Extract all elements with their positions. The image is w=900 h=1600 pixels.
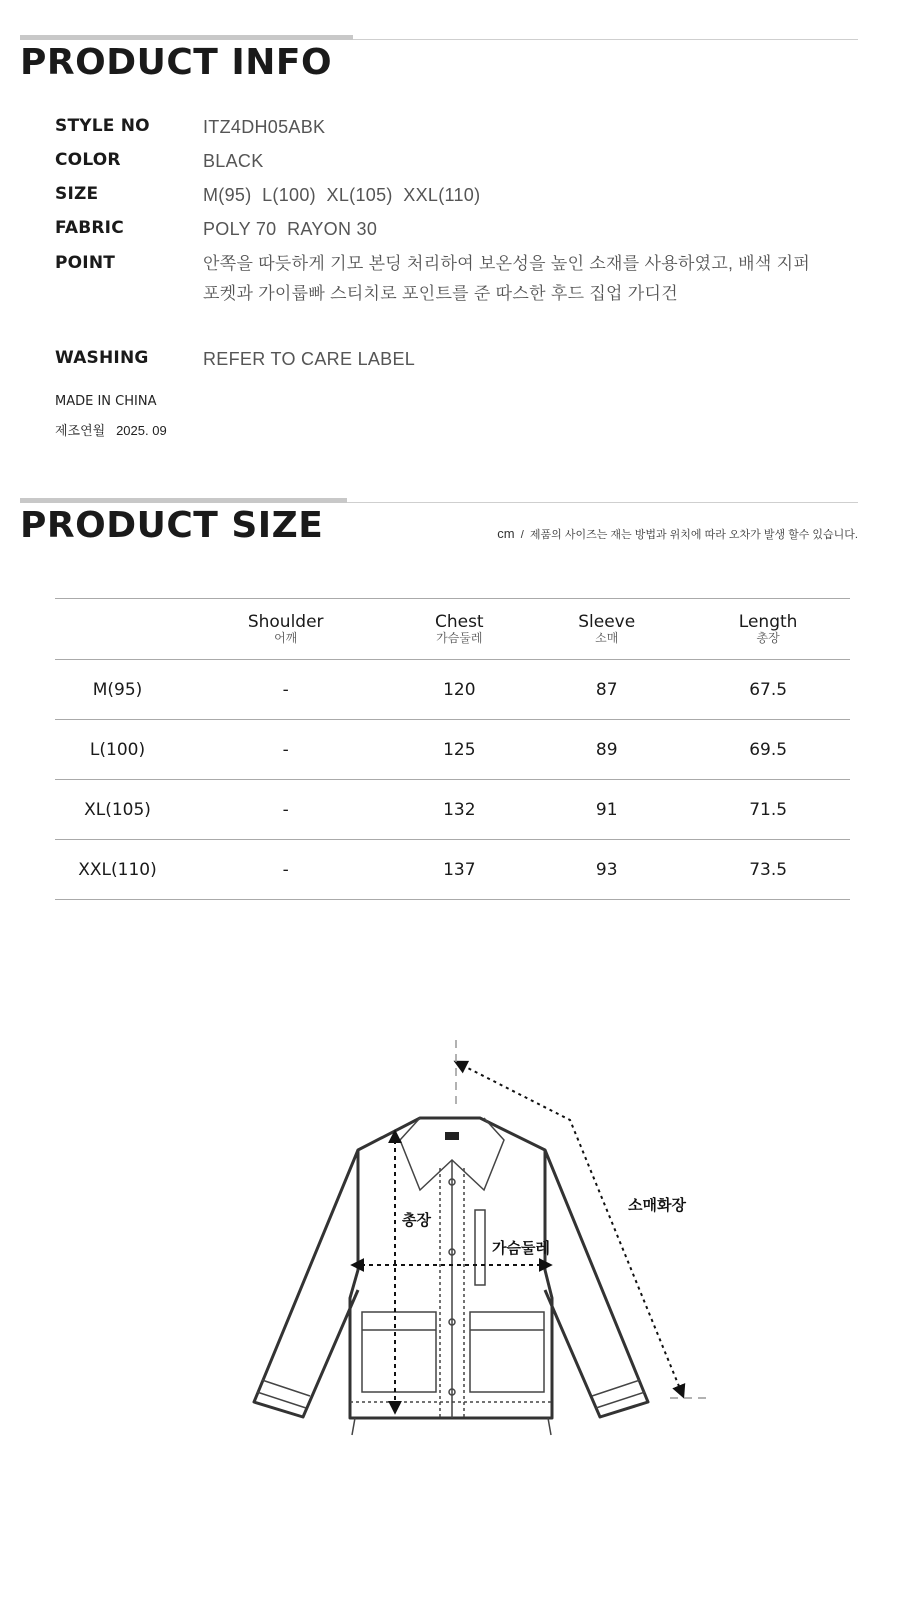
table-row bbox=[55, 660, 850, 720]
note-slash: / bbox=[517, 529, 527, 541]
cell-length: 69.5 bbox=[749, 739, 788, 760]
size-table bbox=[55, 598, 850, 900]
point-line: 안쪽을 따듯하게 기모 본딩 처리하여 보온성을 높인 소재를 사용하였고, 배색 지퍼 bbox=[203, 254, 811, 273]
cell-length: 71.5 bbox=[749, 799, 788, 820]
guide-lines bbox=[456, 1040, 712, 1398]
info-value: REFER TO CARE LABEL bbox=[203, 349, 416, 369]
info-label: POINT bbox=[55, 253, 116, 273]
table-row bbox=[55, 840, 850, 900]
cell-chest: 137 bbox=[443, 859, 476, 880]
chest-label: 가슴둘레 bbox=[492, 1239, 550, 1257]
neck-label-icon bbox=[445, 1132, 459, 1140]
cell-chest: 132 bbox=[443, 799, 476, 820]
info-rule-thick bbox=[20, 35, 353, 40]
size-note bbox=[497, 526, 858, 542]
cell-size: XXL(110) bbox=[78, 859, 157, 880]
cell-sleeve: 91 bbox=[595, 799, 618, 820]
header-length: Length 총장 bbox=[738, 611, 798, 645]
cell-chest: 120 bbox=[443, 679, 476, 700]
cell-shoulder: - bbox=[282, 679, 289, 700]
cell-chest: 125 bbox=[443, 739, 476, 760]
length-label: 총장 bbox=[402, 1211, 431, 1229]
info-label: FABRIC bbox=[55, 218, 124, 238]
table-row bbox=[55, 720, 850, 780]
sleeve-label: 소매화장 bbox=[628, 1196, 686, 1214]
measure-lines bbox=[353, 1062, 683, 1412]
header-chest: Chest 가슴둘레 bbox=[434, 611, 484, 645]
table-header-row bbox=[55, 599, 850, 660]
cell-size: XL(105) bbox=[84, 799, 151, 820]
cell-length: 73.5 bbox=[749, 859, 788, 880]
cell-size: L(100) bbox=[89, 739, 146, 760]
cell-size: M(95) bbox=[92, 679, 143, 700]
point-description bbox=[203, 249, 810, 309]
info-label: SIZE bbox=[55, 184, 99, 204]
cell-length: 67.5 bbox=[749, 679, 788, 700]
made-in: MADE IN CHINA bbox=[55, 394, 157, 409]
cell-shoulder: - bbox=[282, 859, 289, 880]
size-rule-thick bbox=[20, 498, 347, 503]
cell-shoulder: - bbox=[282, 739, 289, 760]
header-size bbox=[55, 599, 180, 660]
product-info-title: PRODUCT INFO bbox=[20, 42, 333, 83]
cell-sleeve: 87 bbox=[595, 679, 618, 700]
info-label: COLOR bbox=[55, 150, 121, 170]
info-value: M(95) L(100) XL(105) XXL(110) bbox=[203, 185, 481, 205]
info-label: STYLE NO bbox=[55, 116, 150, 136]
cell-shoulder: - bbox=[282, 799, 289, 820]
cell-sleeve: 93 bbox=[595, 859, 618, 880]
header-shoulder: Shoulder 어깨 bbox=[247, 611, 324, 645]
info-value: POLY 70 RAYON 30 bbox=[203, 219, 378, 239]
size-note-text: 제품의 사이즈는 재는 방법과 위치에 따라 오차가 발생 할수 있습니다. bbox=[529, 529, 858, 541]
point-line: 포켓과 가이룹빠 스티치로 포인트를 준 따스한 후드 집업 가디건 bbox=[203, 284, 678, 303]
size-unit: cm bbox=[497, 526, 515, 541]
table-row bbox=[55, 780, 850, 840]
jacket-outline bbox=[254, 1118, 648, 1418]
info-label: WASHING bbox=[55, 348, 149, 368]
manufacture-date: 제조연월 2025. 09 bbox=[55, 423, 167, 438]
info-value: BLACK bbox=[203, 151, 264, 171]
info-value: ITZ4DH05ABK bbox=[203, 117, 326, 137]
cell-sleeve: 89 bbox=[595, 739, 618, 760]
jacket-measurement-diagram bbox=[0, 1040, 900, 1470]
header-sleeve: Sleeve 소매 bbox=[578, 611, 636, 645]
product-size-title: PRODUCT SIZE bbox=[20, 505, 324, 546]
